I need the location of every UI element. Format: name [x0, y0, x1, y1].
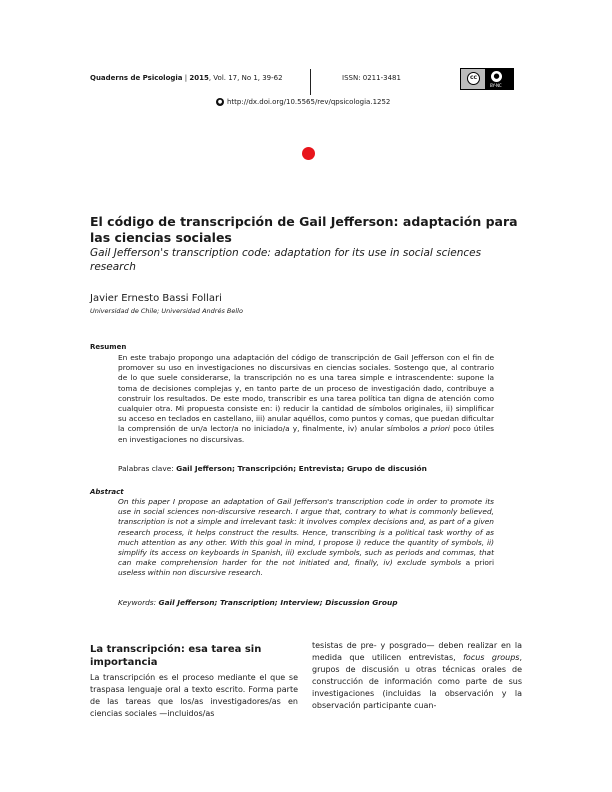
body-column-right: tesistas de pre- y posgrado— deben realizar en la medida que utilicen entrevistas, focus groups, grupos de discusión u otras técnicas orales de construcción de información como parte de sus investigaciones (incluidas la observación y la observación participante cuan- [312, 641, 523, 711]
attribution-icon: ● [491, 71, 502, 82]
doi-link[interactable] [216, 98, 390, 106]
keywords-label: Keywords: [118, 598, 157, 607]
resumen-heading: Resumen [90, 343, 127, 351]
abstract-heading: Abstract [90, 488, 124, 496]
journal-name: Quaderns de Psicologia [90, 74, 183, 82]
volume-issue-pages: Vol. 17, No 1, 39-62 [213, 74, 283, 82]
header-divider [310, 69, 311, 95]
body-column-left: La transcripción es el proceso mediante el que se traspasa lenguaje oral a texto escrito. Forma parte de las tareas que los/as investigadores/as en ciencias sociales —incluidos/as [90, 673, 298, 719]
author-affiliation: Universidad de Chile; Universidad Andrés Bello [90, 307, 243, 315]
creative-commons-license-badge[interactable] [460, 68, 514, 90]
doi-url[interactable]: http://dx.doi.org/10.5565/rev/qpsicologia.1252 [227, 98, 391, 106]
article-title: El código de transcripción de Gail Jefferson: adaptación para las ciencias sociales [90, 214, 518, 245]
palabras-clave-label: Palabras clave: [118, 464, 174, 473]
keywords [118, 598, 398, 607]
issn: ISSN: 0211-3481 [342, 74, 401, 82]
open-access-icon: ● [217, 99, 223, 105]
keywords-list: Gail Jefferson; Transcription; Interview; Discussion Group [158, 598, 398, 607]
red-dot-marker [302, 147, 315, 160]
journal-year: 2015 [189, 74, 209, 82]
article-subtitle: Gail Jefferson's transcription code: adaptation for its use in social sciences research [90, 247, 482, 273]
resumen-text: En este trabajo propongo una adaptación del código de transcripción de Gail Jefferson con el fin de promover su uso en investigaciones no discursivas en ciencias sociales. Sostengo que, al contrario de lo que suele considerarse, la transcripción no es una tarea simple e intrascendente: supone la toma de decisiones complejas y, en tanto parte de un proceso de investigación dado, contribuye a construir los resultados. De este modo, transcribir es una tarea política tan digna de atención como cualquier otra. Mi propuesta consiste en: i) reducir la cantidad de símbolos originales, ii) simplificar su acceso en teclados en castellano, iii) anular aquéllos, como puntos y comas, que puedan dificultar la comprensión de un/a lector/a no iniciado/a y, finalmente, iv) anular símbolos a priori poco útiles en investigaciones no discursivas. [118, 353, 494, 444]
author-name: Javier Ernesto Bassi Follari [90, 293, 222, 304]
abstract-text: On this paper I propose an adaptation of Gail Jefferson's transcription code in order to promote its use in social sciences non-discursive research. I argue that, contrary to what is commonly believed, transcription is not a simple and irrelevant task: it involves complex decisions and, as part of a given research process, it helps construct the results. Hence, transcribing is a political task worthy of as much attention as any other. With this goal in mind, I propose i) reduce the quantity of symbols, ii) simplify its access on keyboards in Spanish, iii) exclude symbols, such as periods and commas, that can make comprehension harder for the not initiated and, finally, iv) exclude symbols a priori useless within non discursive research. [118, 497, 494, 578]
cc-icon: cc [467, 72, 480, 85]
license-label: BY-NC [490, 83, 502, 88]
journal-citation: Quaderns de Psicologia | 2015, Vol. 17, No 1, 39-62 [90, 74, 283, 82]
palabras-clave-list: Gail Jefferson; Transcripción; Entrevista; Grupo de discusión [176, 464, 427, 473]
palabras-clave [118, 464, 427, 473]
section-heading: La transcripción: esa tarea sin importancia [90, 644, 262, 668]
